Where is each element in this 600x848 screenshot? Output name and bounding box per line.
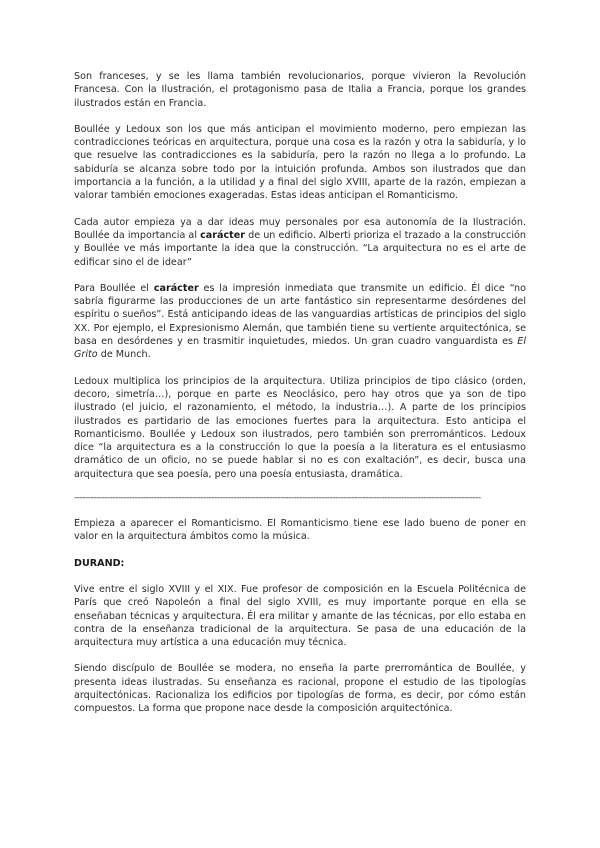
document-body	[74, 70, 526, 729]
paragraph-durand-ensenanza: Siendo discípulo de Boullée se modera, no enseña la parte prerromántica de Boullée, y presenta ideas ilustradas. Su enseñanza es racional, propone el estudio de las tipologías arquitectónicas. Racionaliza los edificios por tipologías de forma, es decir, por cómo están compuestos. La forma que propone nace desde la composición arquitectónica.	[74, 663, 526, 715]
bold-term-caracter: carácter	[200, 229, 245, 241]
paragraph-revolucionarios: Son franceses, y se les llama también revolucionarios, porque vivieron la Revolución Francesa. Con la Ilustración, el protagonismo pasa de Italia a Francia, porque los grandes ilustrados están en Francia.	[74, 71, 526, 109]
paragraph-text: de Munch.	[97, 349, 151, 361]
paragraph-ledoux: Ledoux multiplica los principios de la arquitectura. Utiliza principios de tipo clásico (orden, decoro, simetría…), porque en parte es Neoclásico, pero hay otros que ya son de tipo ilustrado (el juicio, el razonamiento, el método, la industria…). A parte de los principios ilustrados es partidario de las emociones fuertes para la arquitectura. Esto anticipa el Romanticismo. Boullée y Ledoux son ilustrados, pero también son prerrománticos. Ledoux dice “la arquitectura es a la construcción lo que la poesía a la literatura es el entusiasmo dramático de un oficio, no se puede hablar si no es con exaltación”, es decir, busca una arquitectura que sea poesía, pero una poesía entusiasta, dramática.	[74, 375, 526, 480]
paragraph-text: Para Boullée el	[74, 282, 154, 294]
paragraph-text: de un edificio. Alberti prioriza el trazado a la construcción y Boullée ve más importante la idea que la construcción. “La arquitectura no es el arte de edificar sino el de idear”	[74, 229, 526, 268]
paragraph-text: es la impresión inmediata que transmite un edificio. Él dice “no sabría figurarme las producciones de un arte fantástico sin representarme desórdenes del espíritu o sueños”. Está anticipando ideas de las vanguardias artísticas de principios del siglo XX. Por ejemplo, el Expresionismo Alemán, que también tiene su vertiente arquitectónica, se basa en desórdenes y en trasmitir inquietudes, miedos. Un gran cuadro vanguardista es	[74, 282, 526, 348]
dashed-divider: ----------------------------------------------------------------------------------------------------------------------------------------------------	[74, 494, 481, 504]
bold-term-caracter: carácter	[153, 282, 199, 294]
paragraph-boullee-ledoux: Boullée y Ledoux son los que más anticipan el movimiento moderno, pero empiezan las contradicciones teóricas en arquitectura, porque una cosa es la razón y otra la sabiduría, y lo que resuelve las contradicciones es la sabiduría, pero la razón no llega a lo profundo. La sabiduría se alcanza sobre todo por la intuición profunda. Ambos son ilustrados que dan importancia a la función, a la utilidad y a final del siglo XVIII, aparte de la razón, empiezan a valorar también emociones exageradas. Estas ideas anticipan el Romanticismo.	[74, 123, 526, 202]
italic-title-el-grito: El Grito	[74, 336, 526, 361]
paragraph-text: Cada autor empieza ya a dar ideas muy personales por esa autonomía de la Ilustración. Boullée da importancia al	[74, 216, 526, 241]
paragraph-caracter	[74, 282, 526, 362]
heading-durand: DURAND:	[74, 557, 125, 569]
paragraph-durand-bio: Vive entre el siglo XVIII y el XIX. Fue profesor de composición en la Escuela Politécnica de París que creó Napoleón a final del siglo XVIII, es muy importante porque en ella se enseñaban técnicas y arquitectura. Él era militar y amante de las técnicas, por ello estaba en contra de la enseñanza tradicional de la arquitectura. Se pasa de una educación de la arquitectura muy artística a una educación muy técnica.	[74, 583, 526, 649]
paragraph-autonomia	[74, 216, 526, 269]
paragraph-romanticismo: Empieza a aparecer el Romanticismo. El Romanticismo tiene ese lado bueno de poner en valor en la arquitectura ámbitos como la música.	[74, 518, 526, 543]
